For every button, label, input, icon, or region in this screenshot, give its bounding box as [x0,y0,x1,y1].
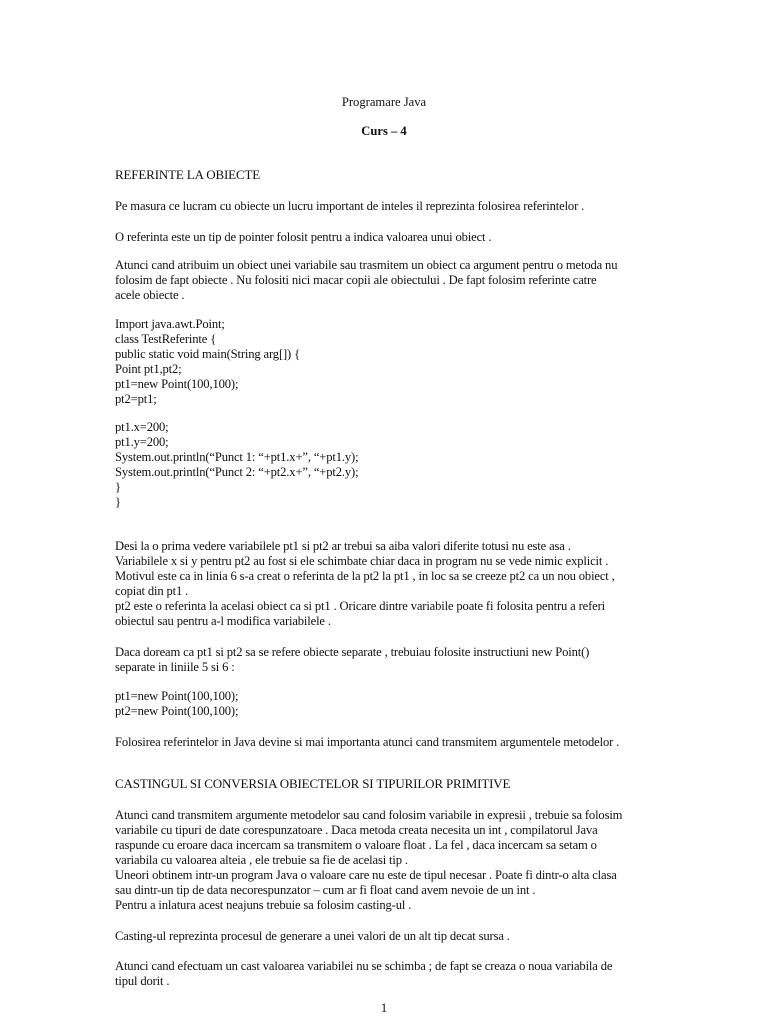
code-line: pt1.x=200; [115,420,169,434]
paragraph-line: variabile cu tipuri de date corespunzatoare . Daca metoda creata necesita un int , compilatorul Java [115,823,598,837]
paragraph-line: obiectul sau pentru a-l modifica variabilele . [115,614,331,628]
code-line: pt1.y=200; [115,435,169,449]
paragraph-line: tipul dorit . [115,974,170,988]
lecture-title: Curs – 4 [361,124,407,138]
code-line: } [115,495,121,509]
code-line: System.out.println(“Punct 2: “+pt2.x+”, “+pt2.y); [115,465,359,479]
paragraph-line: Pentru a inlatura acest neajuns trebuie sa folosim casting-ul . [115,898,412,912]
paragraph-line: Atunci cand atribuim un obiect unei variabile sau trasmitem un obiect ca argument pentru o metoda nu [115,258,618,272]
paragraph: Pe masura ce lucram cu obiecte un lucru important de inteles il reprezinta folosirea referintelor . [115,199,585,213]
code-line: } [115,480,121,494]
code-line: pt1=new Point(100,100); [115,377,239,391]
code-line: public static void main(String arg[]) { [115,347,300,361]
paragraph-line: separate in liniile 5 si 6 : [115,660,235,674]
code-line: Point pt1,pt2; [115,362,182,376]
paragraph-line: Daca doream ca pt1 si pt2 sa se refere obiecte separate , trebuiau folosite instructiuni new Point() [115,645,590,659]
code-line: class TestReferinte { [115,332,217,346]
paragraph-line: copiat din pt1 . [115,584,189,598]
section-heading-references: REFERINTE LA OBIECTE [115,167,261,182]
paragraph-line: variabila cu valoarea alteia , ele trebuie sa fie de acelasi tip . [115,853,408,867]
code-line: Import java.awt.Point; [115,317,225,331]
page-number: 1 [380,1000,388,1015]
paragraph-line: folosim de fapt obiecte . Nu folositi nici macar copii ale obiectului . De fapt folosim referinte catre [115,273,597,287]
paragraph-line: raspunde cu eroare daca incercam sa transmitem o valoare float . La fel , daca incercam sa setam o [115,838,597,852]
code-line: pt2=pt1; [115,392,157,406]
paragraph: Casting-ul reprezinta procesul de generare a unei valori de un alt tip decat sursa . [115,929,510,943]
paragraph: O referinta este un tip de pointer folosit pentru a indica valoarea unui obiect . [115,230,492,244]
code-line: pt1=new Point(100,100); [115,689,239,703]
code-line: System.out.println(“Punct 1: “+pt1.x+”, “+pt1.y); [115,450,359,464]
paragraph-line: Uneori obtinem intr-un program Java o valoare care nu este de tipul necesar . Poate fi dintr-o alta clasa [115,868,617,882]
paragraph-line: Motivul este ca in linia 6 s-a creat o referinta de la pt2 la pt1 , in loc sa se creeze pt2 ca un nou obiect , [115,569,615,583]
paragraph: Folosirea referintelor in Java devine si mai importanta atunci cand transmitem argumentele metodelor . [115,735,620,749]
code-line: pt2=new Point(100,100); [115,704,239,718]
paragraph-line: Desi la o prima vedere variabilele pt1 si pt2 ar trebui sa aiba valori diferite totusi nu este asa . [115,539,571,553]
section-heading-casting: CASTINGUL SI CONVERSIA OBIECTELOR SI TIPURILOR PRIMITIVE [115,776,511,791]
paragraph-line: acele obiecte . [115,288,185,302]
paragraph-line: Atunci cand transmitem argumente metodelor sau cand folosim variabile in expresii , trebuie sa folosim [115,808,623,822]
paragraph-line: Atunci cand efectuam un cast valoarea variabilei nu se schimba ; de fapt se creaza o noua variabila de [115,959,613,973]
course-title: Programare Java [341,95,427,109]
paragraph-line: pt2 este o referinta la acelasi obiect ca si pt1 . Oricare dintre variabile poate fi folosita pentru a referi [115,599,605,613]
paragraph-line: Variabilele x si y pentru pt2 au fost si ele schimbate chiar daca in program nu se vede nimic explicit . [115,554,609,568]
paragraph-line: sau dintr-un tip de data necorespunzator – cum ar fi float cand avem nevoie de un int . [115,883,536,897]
